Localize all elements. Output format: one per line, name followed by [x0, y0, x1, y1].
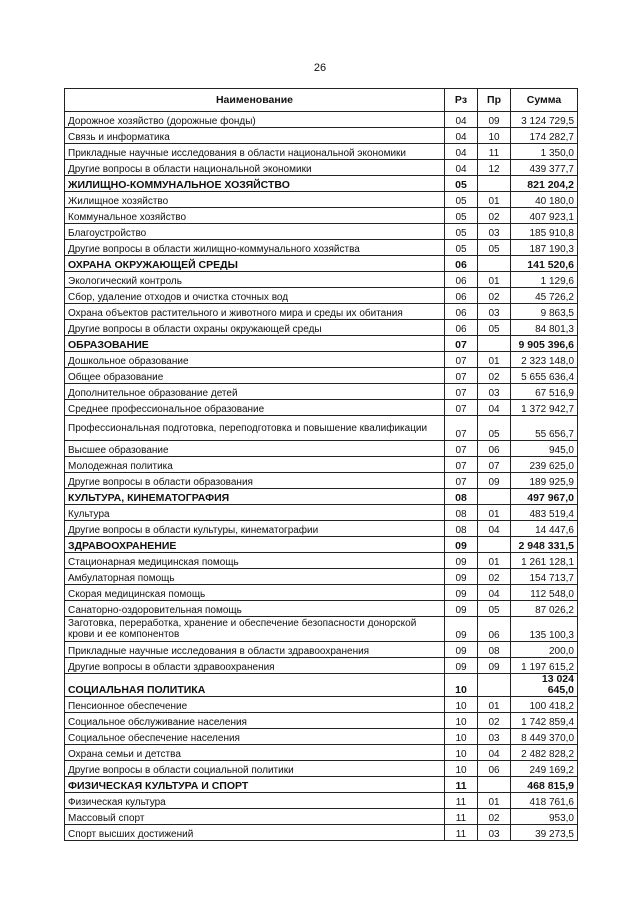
row-sum-cell: 3 124 729,5	[511, 112, 578, 128]
row-rz-cell: 07	[445, 457, 478, 473]
row-rz-cell: 04	[445, 112, 478, 128]
row-rz-cell: 04	[445, 160, 478, 176]
row-sum-cell: 200,0	[511, 642, 578, 658]
row-rz-cell: 09	[445, 601, 478, 617]
table-body	[65, 112, 578, 841]
row-name-cell: Экологический контроль	[65, 272, 445, 288]
row-sum-cell: 174 282,7	[511, 128, 578, 144]
table-row	[65, 128, 578, 144]
row-sum-cell: 154 713,7	[511, 569, 578, 585]
row-name-cell: Дополнительное образование детей	[65, 384, 445, 400]
table-row	[65, 304, 578, 320]
row-rz-cell: 10	[445, 674, 478, 697]
row-sum-cell: 1 742 859,4	[511, 713, 578, 729]
row-rz-cell: 10	[445, 745, 478, 761]
row-sum-cell: 39 273,5	[511, 825, 578, 841]
row-pr-cell: 02	[478, 368, 511, 384]
row-name-cell: Другие вопросы в области жилищно-коммунального хозяйства	[65, 240, 445, 256]
row-rz-cell: 06	[445, 256, 478, 272]
row-sum-cell: 5 655 636,4	[511, 368, 578, 384]
row-name-cell: Молодежная политика	[65, 457, 445, 473]
table-row	[65, 761, 578, 777]
row-rz-cell: 06	[445, 272, 478, 288]
row-sum-cell: 45 726,2	[511, 288, 578, 304]
row-name-cell: Жилищное хозяйство	[65, 192, 445, 208]
row-name-cell: Пенсионное обеспечение	[65, 697, 445, 713]
row-name-cell: Охрана объектов растительного и животного мира и среды их обитания	[65, 304, 445, 320]
table-row	[65, 601, 578, 617]
row-sum-cell: 945,0	[511, 441, 578, 457]
budget-table	[64, 88, 578, 841]
row-rz-cell: 05	[445, 192, 478, 208]
table-row	[65, 384, 578, 400]
table-row	[65, 553, 578, 569]
table-row	[65, 208, 578, 224]
row-rz-cell: 06	[445, 288, 478, 304]
table-row	[65, 642, 578, 658]
row-name-cell: СОЦИАЛЬНАЯ ПОЛИТИКА	[65, 674, 445, 697]
row-rz-cell: 04	[445, 144, 478, 160]
row-pr-cell: 04	[478, 745, 511, 761]
table-row	[65, 729, 578, 745]
row-name-cell: Спорт высших достижений	[65, 825, 445, 841]
row-sum-cell: 84 801,3	[511, 320, 578, 336]
row-pr-cell: 03	[478, 224, 511, 240]
row-pr-cell: 03	[478, 304, 511, 320]
row-pr-cell: 01	[478, 272, 511, 288]
row-pr-cell: 03	[478, 384, 511, 400]
row-name-cell: Социальное обслуживание населения	[65, 713, 445, 729]
row-sum-cell: 1 372 942,7	[511, 400, 578, 416]
row-pr-cell: 07	[478, 457, 511, 473]
row-rz-cell: 07	[445, 416, 478, 441]
row-rz-cell: 09	[445, 585, 478, 601]
row-pr-cell: 02	[478, 288, 511, 304]
row-pr-cell: 12	[478, 160, 511, 176]
table-row	[65, 809, 578, 825]
table-section-row	[65, 336, 578, 352]
row-sum-cell: 189 925,9	[511, 473, 578, 489]
row-rz-cell: 05	[445, 224, 478, 240]
table-row	[65, 192, 578, 208]
row-pr-cell: 06	[478, 441, 511, 457]
row-sum-cell: 2 948 331,5	[511, 537, 578, 553]
row-pr-cell: 04	[478, 521, 511, 537]
row-sum-cell: 249 169,2	[511, 761, 578, 777]
table-row	[65, 416, 578, 441]
row-rz-cell: 09	[445, 658, 478, 674]
row-pr-cell: 01	[478, 192, 511, 208]
row-sum-cell: 953,0	[511, 809, 578, 825]
table-row	[65, 457, 578, 473]
row-name-cell: Амбулаторная помощь	[65, 569, 445, 585]
row-sum-cell: 1 129,6	[511, 272, 578, 288]
row-pr-cell	[478, 489, 511, 505]
row-rz-cell: 05	[445, 176, 478, 192]
row-sum-cell: 112 548,0	[511, 585, 578, 601]
row-rz-cell: 07	[445, 473, 478, 489]
row-pr-cell	[478, 537, 511, 553]
table-row	[65, 368, 578, 384]
row-name-cell: Прикладные научные исследования в области национальной экономики	[65, 144, 445, 160]
row-name-cell: Стационарная медицинская помощь	[65, 553, 445, 569]
row-rz-cell: 10	[445, 761, 478, 777]
header-pr: Пр	[478, 89, 511, 112]
row-pr-cell: 10	[478, 128, 511, 144]
row-rz-cell: 11	[445, 809, 478, 825]
row-name-cell: Сбор, удаление отходов и очистка сточных вод	[65, 288, 445, 304]
row-name-cell: Среднее профессиональное образование	[65, 400, 445, 416]
row-name-cell: Благоустройство	[65, 224, 445, 240]
row-name-cell: Связь и информатика	[65, 128, 445, 144]
table-row	[65, 112, 578, 128]
row-rz-cell: 07	[445, 400, 478, 416]
row-pr-cell: 05	[478, 320, 511, 336]
table-row	[65, 505, 578, 521]
table-section-row	[65, 489, 578, 505]
row-pr-cell	[478, 336, 511, 352]
row-name-cell: КУЛЬТУРА, КИНЕМАТОГРАФИЯ	[65, 489, 445, 505]
row-name-cell: Коммунальное хозяйство	[65, 208, 445, 224]
row-name-cell: Социальное обеспечение населения	[65, 729, 445, 745]
row-pr-cell: 04	[478, 585, 511, 601]
row-sum-cell: 407 923,1	[511, 208, 578, 224]
row-sum-cell: 2 323 148,0	[511, 352, 578, 368]
table-row	[65, 617, 578, 642]
row-pr-cell: 01	[478, 697, 511, 713]
row-pr-cell: 05	[478, 416, 511, 441]
row-pr-cell: 05	[478, 240, 511, 256]
row-sum-cell: 185 910,8	[511, 224, 578, 240]
row-rz-cell: 11	[445, 793, 478, 809]
row-rz-cell: 09	[445, 617, 478, 642]
row-name-cell: Профессиональная подготовка, переподготовка и повышение квалификации	[65, 416, 445, 441]
row-sum-cell: 13 024 645,0	[511, 674, 578, 697]
row-sum-cell: 187 190,3	[511, 240, 578, 256]
row-rz-cell: 10	[445, 729, 478, 745]
row-rz-cell: 09	[445, 553, 478, 569]
row-pr-cell: 11	[478, 144, 511, 160]
page-number: 26	[313, 62, 327, 74]
row-sum-cell: 135 100,3	[511, 617, 578, 642]
row-name-cell: ОХРАНА ОКРУЖАЮЩЕЙ СРЕДЫ	[65, 256, 445, 272]
table-row	[65, 288, 578, 304]
row-sum-cell: 239 625,0	[511, 457, 578, 473]
row-name-cell: Другие вопросы в области культуры, кинематографии	[65, 521, 445, 537]
table-row	[65, 658, 578, 674]
row-pr-cell: 08	[478, 642, 511, 658]
table-row	[65, 144, 578, 160]
row-sum-cell: 9 863,5	[511, 304, 578, 320]
row-pr-cell: 09	[478, 112, 511, 128]
row-sum-cell: 497 967,0	[511, 489, 578, 505]
row-name-cell: Дорожное хозяйство (дорожные фонды)	[65, 112, 445, 128]
row-rz-cell: 04	[445, 128, 478, 144]
row-sum-cell: 1 350,0	[511, 144, 578, 160]
table-row	[65, 585, 578, 601]
row-pr-cell: 02	[478, 713, 511, 729]
row-rz-cell: 05	[445, 208, 478, 224]
table-row	[65, 320, 578, 336]
row-pr-cell: 03	[478, 729, 511, 745]
table-section-row	[65, 256, 578, 272]
row-sum-cell: 9 905 396,6	[511, 336, 578, 352]
row-pr-cell: 09	[478, 473, 511, 489]
row-name-cell: ОБРАЗОВАНИЕ	[65, 336, 445, 352]
row-pr-cell: 03	[478, 825, 511, 841]
row-name-cell: Культура	[65, 505, 445, 521]
row-sum-cell: 14 447,6	[511, 521, 578, 537]
table-section-row	[65, 674, 578, 697]
row-name-cell: Физическая культура	[65, 793, 445, 809]
row-sum-cell: 40 180,0	[511, 192, 578, 208]
row-name-cell: ЗДРАВООХРАНЕНИЕ	[65, 537, 445, 553]
row-rz-cell: 07	[445, 352, 478, 368]
row-sum-cell: 67 516,9	[511, 384, 578, 400]
row-rz-cell: 07	[445, 336, 478, 352]
row-name-cell: Другие вопросы в области образования	[65, 473, 445, 489]
table-row	[65, 825, 578, 841]
row-sum-cell: 87 026,2	[511, 601, 578, 617]
table-row	[65, 160, 578, 176]
row-name-cell: Другие вопросы в области национальной экономики	[65, 160, 445, 176]
row-sum-cell: 439 377,7	[511, 160, 578, 176]
row-sum-cell: 141 520,6	[511, 256, 578, 272]
table-row	[65, 473, 578, 489]
table-section-row	[65, 777, 578, 793]
row-sum-cell: 468 815,9	[511, 777, 578, 793]
table-row	[65, 272, 578, 288]
row-name-cell: ФИЗИЧЕСКАЯ КУЛЬТУРА И СПОРТ	[65, 777, 445, 793]
header-rz: Рз	[445, 89, 478, 112]
table-row	[65, 745, 578, 761]
row-pr-cell: 01	[478, 553, 511, 569]
row-rz-cell: 09	[445, 569, 478, 585]
row-sum-cell: 1 261 128,1	[511, 553, 578, 569]
row-pr-cell: 02	[478, 569, 511, 585]
row-pr-cell	[478, 777, 511, 793]
table-row	[65, 400, 578, 416]
row-rz-cell: 10	[445, 697, 478, 713]
row-pr-cell: 06	[478, 761, 511, 777]
table-row	[65, 697, 578, 713]
table-row	[65, 352, 578, 368]
row-name-cell: Скорая медицинская помощь	[65, 585, 445, 601]
row-sum-cell: 2 482 828,2	[511, 745, 578, 761]
row-sum-cell: 8 449 370,0	[511, 729, 578, 745]
table-row	[65, 713, 578, 729]
row-rz-cell: 10	[445, 713, 478, 729]
table-row	[65, 569, 578, 585]
table-row	[65, 521, 578, 537]
row-name-cell: Высшее образование	[65, 441, 445, 457]
row-rz-cell: 07	[445, 368, 478, 384]
row-sum-cell: 821 204,2	[511, 176, 578, 192]
row-name-cell: Охрана семьи и детства	[65, 745, 445, 761]
row-pr-cell: 01	[478, 505, 511, 521]
table-row	[65, 240, 578, 256]
header-sum: Сумма	[511, 89, 578, 112]
row-name-cell: Дошкольное образование	[65, 352, 445, 368]
row-pr-cell	[478, 176, 511, 192]
table-section-row	[65, 176, 578, 192]
row-pr-cell: 02	[478, 809, 511, 825]
row-name-cell: Общее образование	[65, 368, 445, 384]
row-name-cell: Санаторно-оздоровительная помощь	[65, 601, 445, 617]
row-rz-cell: 08	[445, 521, 478, 537]
row-name-cell: Другие вопросы в области здравоохранения	[65, 658, 445, 674]
row-sum-cell: 1 197 615,2	[511, 658, 578, 674]
row-sum-cell: 418 761,6	[511, 793, 578, 809]
table-section-row	[65, 537, 578, 553]
row-pr-cell: 01	[478, 793, 511, 809]
row-sum-cell: 55 656,7	[511, 416, 578, 441]
row-rz-cell: 05	[445, 240, 478, 256]
row-rz-cell: 07	[445, 441, 478, 457]
row-name-cell: Массовый спорт	[65, 809, 445, 825]
row-pr-cell: 06	[478, 617, 511, 642]
table-row	[65, 793, 578, 809]
row-rz-cell: 11	[445, 777, 478, 793]
row-rz-cell: 11	[445, 825, 478, 841]
row-sum-cell: 100 418,2	[511, 697, 578, 713]
row-name-cell: Другие вопросы в области охраны окружающей среды	[65, 320, 445, 336]
row-rz-cell: 08	[445, 489, 478, 505]
row-sum-cell: 483 519,4	[511, 505, 578, 521]
row-name-cell: ЖИЛИЩНО-КОММУНАЛЬНОЕ ХОЗЯЙСТВО	[65, 176, 445, 192]
row-rz-cell: 09	[445, 537, 478, 553]
table-header-row	[65, 89, 578, 112]
row-name-cell: Заготовка, переработка, хранение и обеспечение безопасности донорской крови и ее компонентов	[65, 617, 445, 642]
row-pr-cell: 04	[478, 400, 511, 416]
row-rz-cell: 07	[445, 384, 478, 400]
row-pr-cell: 02	[478, 208, 511, 224]
row-rz-cell: 06	[445, 304, 478, 320]
row-rz-cell: 08	[445, 505, 478, 521]
row-pr-cell: 01	[478, 352, 511, 368]
row-name-cell: Прикладные научные исследования в области здравоохранения	[65, 642, 445, 658]
row-rz-cell: 06	[445, 320, 478, 336]
row-pr-cell	[478, 674, 511, 697]
header-name: Наименование	[65, 89, 445, 112]
row-name-cell: Другие вопросы в области социальной политики	[65, 761, 445, 777]
table-row	[65, 224, 578, 240]
row-pr-cell	[478, 256, 511, 272]
table-row	[65, 441, 578, 457]
row-rz-cell: 09	[445, 642, 478, 658]
row-pr-cell: 05	[478, 601, 511, 617]
row-pr-cell: 09	[478, 658, 511, 674]
